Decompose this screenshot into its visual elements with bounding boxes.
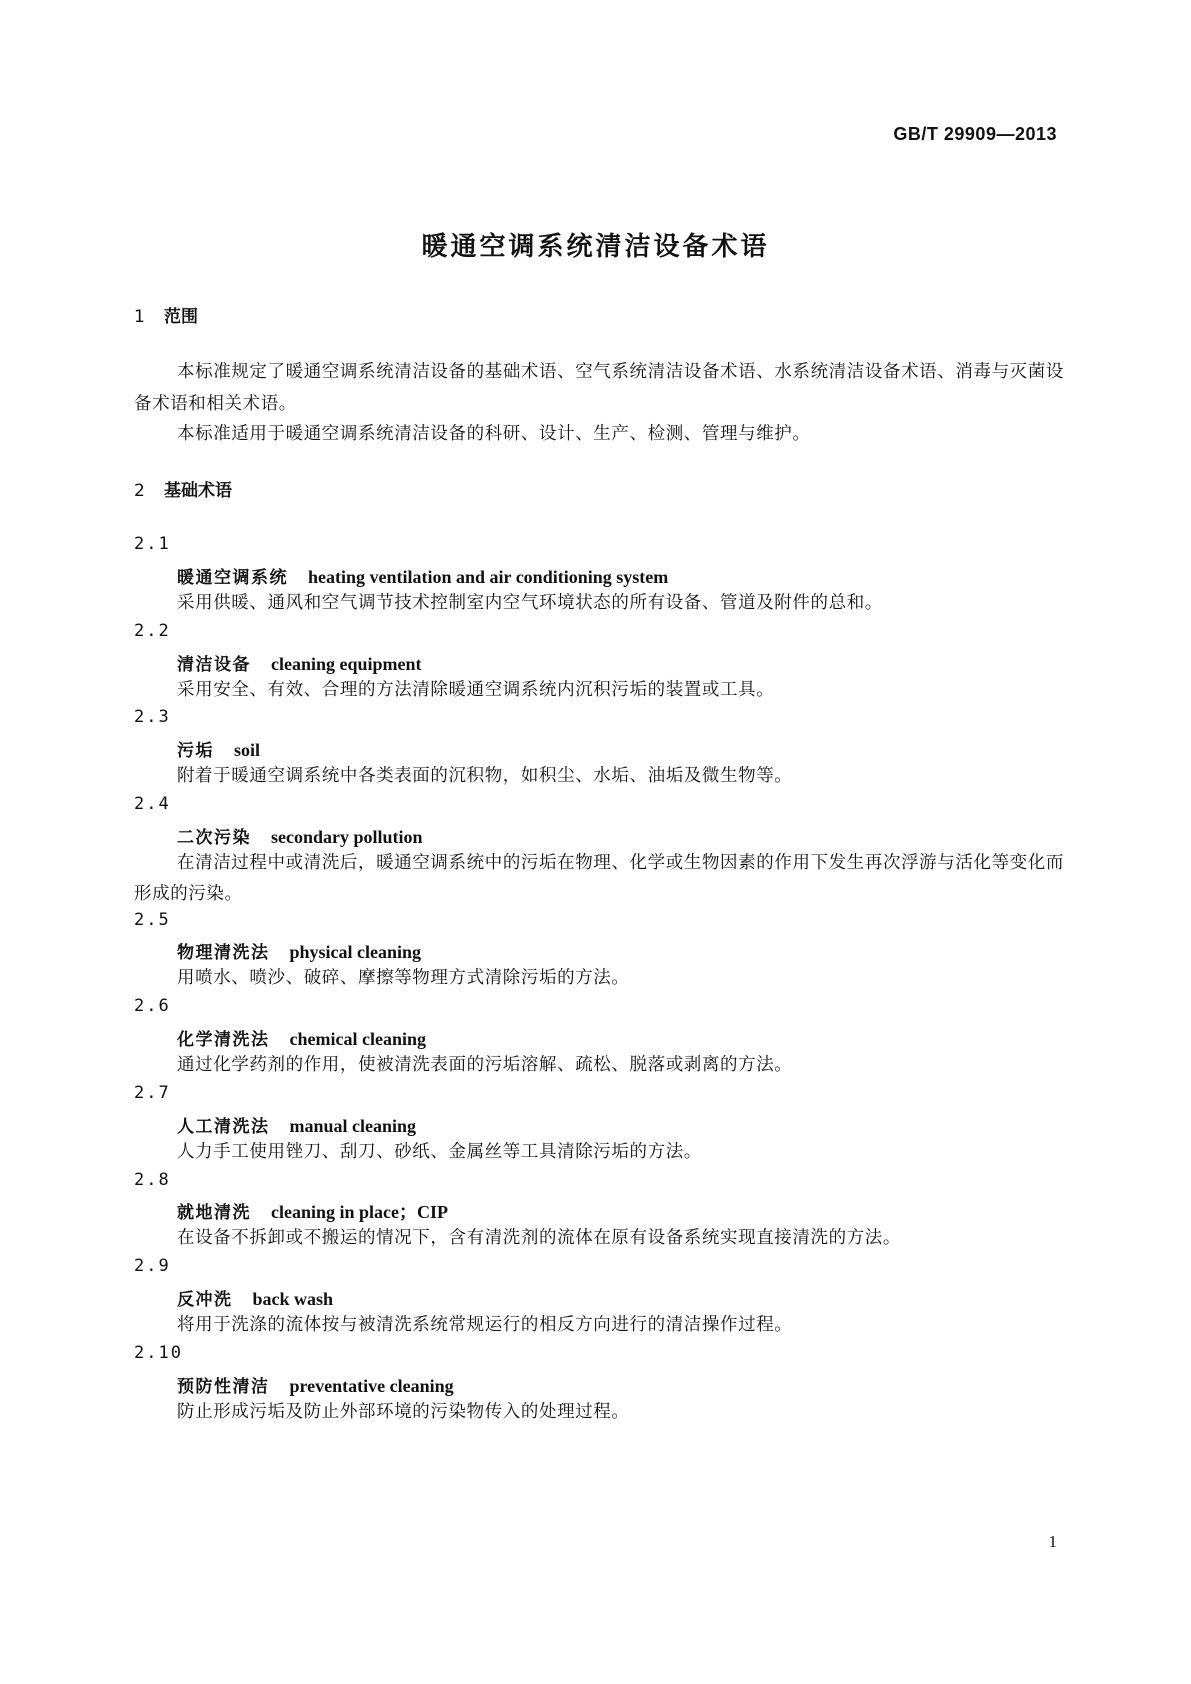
term-name — [177, 650, 422, 675]
term-name-zh: 反冲洗 — [177, 1290, 233, 1310]
document-title: 暖通空调系统清洁设备术语 — [421, 232, 770, 262]
term-name-zh: 二次污染 — [177, 828, 251, 848]
term-definition: 人力手工使用锉刀、刮刀、砂纸、金属丝等工具清除污垢的方法。 — [177, 1142, 702, 1162]
term-name — [177, 823, 423, 848]
term-name-en: back wash — [252, 1289, 334, 1309]
term-name-zh: 预防性清洁 — [177, 1377, 270, 1397]
term-definition: 采用供暖、通风和空气调节技术控制室内空气环境状态的所有设备、管道及附件的总和。 — [177, 593, 883, 613]
term-number: 2.2 — [134, 621, 171, 641]
section-heading-basic-terms — [134, 476, 232, 501]
term-name — [177, 563, 668, 588]
term-number: 2.9 — [134, 1256, 171, 1276]
term-number: 2.1 — [134, 534, 171, 554]
term-definition: 在清洁过程中或清洗后，暖通空调系统中的污垢在物理、化学或生物因素的作用下发生再次浮游与活化等变化而形成的污染。 — [134, 853, 1064, 904]
term-number: 2.3 — [134, 707, 171, 727]
term-name-en: physical cleaning — [289, 942, 422, 962]
term-name — [177, 1198, 448, 1224]
term-name-zh: 暖通空调系统 — [177, 568, 288, 588]
term-name — [177, 736, 260, 761]
term-name-zh: 化学清洗法 — [177, 1030, 270, 1050]
page-number: 1 — [1048, 1532, 1057, 1551]
term-name — [177, 938, 421, 963]
term-name-en: secondary pollution — [271, 827, 423, 847]
scope-paragraph-1: 本标准规定了暖通空调系统清洁设备的基础术语、空气系统清洁设备术语、水系统清洁设备术语、消毒与灭菌设备术语和相关术语。 — [134, 362, 1064, 414]
term-name-en: preventative cleaning — [289, 1376, 454, 1396]
term-name-en: cleaning equipment — [271, 654, 422, 674]
term-definition: 防止形成污垢及防止外部环境的污染物传入的处理过程。 — [177, 1402, 630, 1422]
term-name — [177, 1372, 454, 1397]
term-name-zh: 污垢 — [177, 741, 214, 761]
term-number: 2.4 — [134, 794, 171, 814]
section-title: 范围 — [164, 307, 198, 327]
term-definition: 将用于洗涤的流体按与被清洗系统常规运行的相反方向进行的清洁操作过程。 — [177, 1315, 793, 1335]
term-name-zh: 清洁设备 — [177, 655, 251, 675]
term-name-zh: 人工清洗法 — [177, 1117, 270, 1137]
term-number: 2.10 — [134, 1343, 183, 1363]
term-name — [177, 1025, 426, 1050]
term-name — [177, 1285, 333, 1310]
term-definition: 附着于暖通空调系统中各类表面的沉积物，如积尘、水垢、油垢及微生物等。 — [177, 766, 793, 786]
term-definition: 通过化学药剂的作用，使被清洗表面的污垢溶解、疏松、脱落或剥离的方法。 — [177, 1055, 793, 1075]
term-name-en: chemical cleaning — [289, 1029, 426, 1049]
term-definition: 采用安全、有效、合理的方法清除暖通空调系统内沉积污垢的装置或工具。 — [177, 680, 775, 700]
scope-paragraph-2: 本标准适用于暖通空调系统清洁设备的科研、设计、生产、检测、管理与维护。 — [177, 424, 811, 444]
term-number: 2.6 — [134, 996, 171, 1016]
term-name-en: heating ventilation and air conditioning system — [308, 567, 669, 587]
term-number: 2.5 — [134, 910, 171, 930]
term-name-zh: 物理清洗法 — [177, 943, 270, 963]
section-number: 1 — [134, 307, 145, 327]
term-name-zh: 就地清洗 — [177, 1203, 251, 1223]
standard-code: GB/T 29909—2013 — [893, 124, 1057, 144]
term-number: 2.7 — [134, 1083, 171, 1103]
section-heading-scope — [134, 302, 198, 327]
term-definition: 用喷水、喷沙、破碎、摩擦等物理方式清除污垢的方法。 — [177, 968, 630, 988]
term-definition: 在设备不拆卸或不搬运的情况下，含有清洗剂的流体在原有设备系统实现直接清洗的方法。 — [177, 1228, 901, 1248]
term-name-en: soil — [234, 740, 261, 760]
section-number: 2 — [134, 481, 145, 501]
term-name-en: manual cleaning — [289, 1116, 417, 1136]
term-number: 2.8 — [134, 1170, 171, 1190]
term-name — [177, 1112, 416, 1137]
term-name-en: cleaning in place；CIP — [271, 1202, 449, 1222]
section-title: 基础术语 — [164, 481, 232, 501]
